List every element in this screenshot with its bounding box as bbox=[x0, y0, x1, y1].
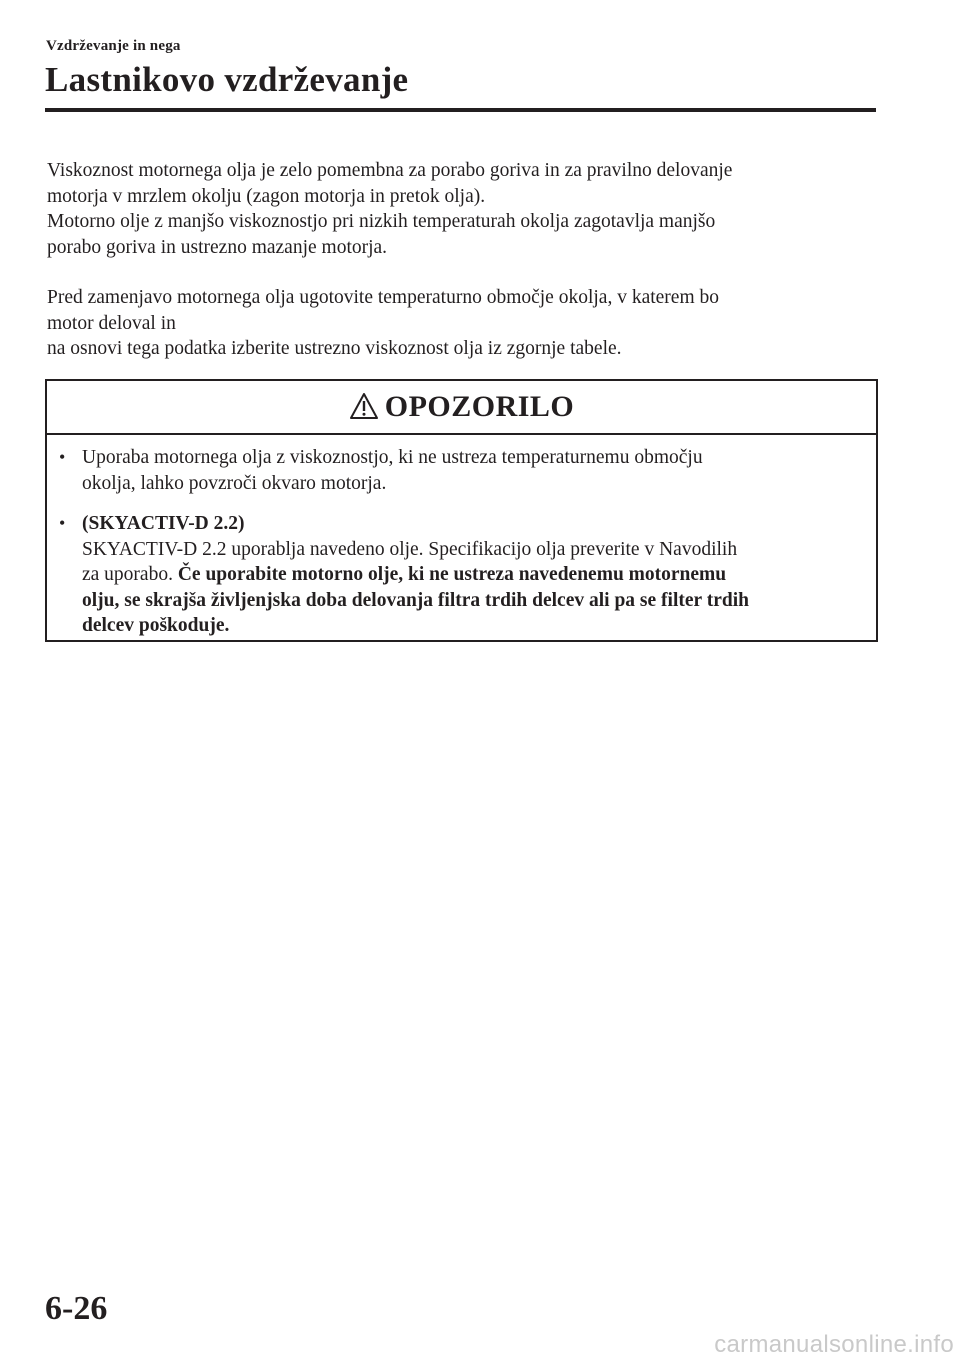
text-line: Motorno olje z manjšo viskoznostjo pri nizkih temperaturah okolja zagotavlja manjšo bbox=[47, 211, 716, 232]
text-line: Uporaba motornega olja z viskoznostjo, ki ne ustreza temperaturnemu območju bbox=[82, 447, 703, 468]
text-line: porabo goriva in ustrezno mazanje motorja. bbox=[47, 236, 388, 258]
title-divider bbox=[45, 108, 876, 112]
text-emphasis: delcev poškoduje. bbox=[82, 615, 230, 636]
page-title: Lastnikovo vzdrževanje bbox=[45, 60, 409, 99]
section-label: Vzdrževanje in nega bbox=[46, 38, 181, 54]
text-line: motor deloval in bbox=[47, 312, 176, 334]
item-heading: (SKYACTIV-D 2.2) bbox=[82, 513, 245, 534]
paragraph-temperature bbox=[47, 285, 877, 362]
text-normal: za uporabo. bbox=[82, 564, 178, 585]
text-line: okolja, lahko povzroči okvaro motorja. bbox=[82, 472, 387, 494]
text-line: Pred zamenjavo motornega olja ugotovite temperaturno območje okolja, v katerem bo bbox=[47, 287, 719, 308]
text-line: Viskoznost motornega olja je zelo pomembna za porabo goriva in za pravilno delovanje bbox=[47, 160, 733, 181]
text-emphasis: Če uporabite motorno olje, ki ne ustreza navedenemu motornemu bbox=[177, 564, 727, 585]
text-line: motorja v mrzlem okolju (zagon motorja in pretok olja). bbox=[47, 185, 486, 207]
warning-title: OPOZORILO bbox=[384, 390, 575, 423]
page-number: 6-26 bbox=[45, 1290, 108, 1327]
bullet: • bbox=[59, 513, 66, 533]
text-line: SKYACTIV-D 2.2 uporablja navedeno olje. Specifikacijo olja preverite v Navodilih bbox=[82, 538, 738, 560]
warning-list bbox=[57, 445, 867, 654]
text-emphasis: olju, se skrajša življenjska doba delovanja filtra trdih delcev ali pa se filter trdih bbox=[82, 589, 749, 611]
watermark: carmanualsonline.info bbox=[714, 1331, 954, 1358]
warning-item-skyactiv bbox=[57, 511, 867, 639]
warning-box bbox=[45, 379, 878, 642]
warning-triangle-icon bbox=[349, 392, 379, 420]
bullet: • bbox=[59, 447, 66, 467]
warning-item-engine-damage bbox=[57, 445, 867, 496]
text-line: na osnovi tega podatka izberite ustrezno viskoznost olja iz zgornje tabele. bbox=[47, 338, 622, 359]
text-line bbox=[82, 562, 867, 588]
warning-header bbox=[47, 381, 876, 435]
paragraph-viscosity bbox=[47, 158, 877, 260]
